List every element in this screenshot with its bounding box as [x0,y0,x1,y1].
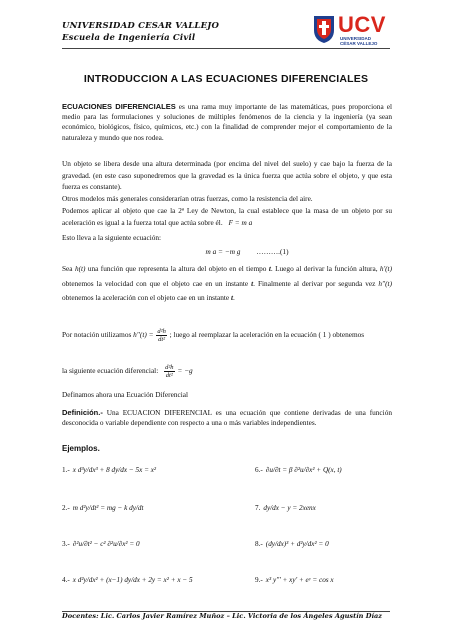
p5-a: Sea [62,264,73,273]
header-left [62,20,219,44]
example-2 [62,504,144,512]
footer-docentes: Docentes: Lic. Carlos Javier Ramírez Muñoz – Lic. Victoria de los Ángeles Agustín Díaz [62,612,382,620]
p5-f: obtenemos la aceleración con el objeto cae en un instante [62,293,230,302]
p5-h1: h'(t) [379,264,393,273]
intro-paragraph [62,102,392,143]
example-3 [62,540,140,548]
paragraph-3 [62,205,392,229]
equation-1-tag: ……….(1) [256,247,289,256]
equation-1 [62,247,412,257]
p6-a: Por notación utilizamos [62,330,132,340]
definition-paragraph [62,408,392,428]
p5-t3: t [230,293,234,302]
example-9-num: 9.- [255,576,263,584]
p5-h2: h''(t) [378,278,393,288]
logo-sub1: UNIVERSIDAD [340,36,372,41]
p5-d: obtenemos la velocidad con que el objeto cae en un instante [62,278,249,288]
shield-icon [312,14,336,44]
p7-a: la siguiente ecuación diferencial: [62,366,159,376]
example-8 [255,540,329,548]
paragraph-4: Esto lleva a la siguiente ecuación: [62,233,162,242]
p7-den: dt² [165,372,173,379]
paragraph-7 [62,364,392,379]
logo-subtitle [340,36,377,46]
p6-den: dt² [158,336,166,343]
p5-e: . Finalmente al derivar por segunda vez [253,278,376,288]
p6-fraction [156,328,166,343]
example-2-expr: m d²y/dt² = mg − k dy/dt [72,504,144,512]
p6-b: ; luego al reemplazar la aceleración en la ecuación ( 1 ) obtenemos [169,330,365,340]
example-7-expr: dy/dx − y = 2xenx [263,504,316,512]
header-divider [62,48,390,49]
examples-title: Ejemplos. [62,444,100,453]
p5-g: . [233,293,235,302]
p5-h: h(t) [74,264,86,273]
example-1 [62,466,156,474]
logo-ucv-text: UCV [338,12,386,37]
example-9 [255,576,334,584]
p5-b: una función que representa la altura del objeto en el tiempo [87,264,267,273]
example-3-num: 3.- [62,540,70,548]
p7-fraction [164,364,174,379]
example-6 [255,466,342,474]
example-7-num: 7. [255,504,261,512]
example-2-num: 2.- [62,504,70,512]
school-name: Escuela de Ingeniería Civil [62,33,196,43]
p6-num: d²h [157,328,166,335]
example-1-expr: x d³y/dx³ + 8 dy/dx − 5x = x² [72,466,157,474]
p5-c: . Luego al derivar la función altura, [270,264,378,273]
example-6-num: 6.- [255,466,263,474]
example-3-expr: ∂²u/∂t² − c² ∂²u/∂x² = 0 [72,540,140,548]
example-4 [62,576,193,584]
logo-sub2: CÉSAR VALLEJO [340,41,378,46]
p5-t2: t [251,278,254,288]
p6-lhs: h''(t) = [133,330,154,340]
p7-num: d²h [165,364,174,371]
paragraph-5 [62,262,392,306]
example-9-expr: x³ y''' + xy' + eʸ = cos x [265,576,334,584]
intro-lead: ECUACIONES DIFERENCIALES [62,102,176,111]
definition-lead: Definición.- [62,408,103,417]
example-4-expr: x d²y/dx² + (x−1) dy/dx + 2y = x² + x − 5 [72,576,193,584]
page-title: INTRODUCCION A LAS ECUACIONES DIFERENCIALES [83,73,369,85]
example-7 [255,504,316,512]
example-8-expr: (dy/dx)³ + d²y/dx² = 0 [265,540,329,548]
paragraph-8: Definamos ahora una Ecuación Diferencial [62,390,189,399]
paragraph-3-text: Podemos aplicar al objeto que cae la 2ª Ley de Newton, la cual establece que la masa de un objeto por su aceleración es igual a la fuerza total que actúa sobre él. [62,206,392,227]
newton-equation: F = m a [228,218,253,227]
definition-text: Una ECUACION DIFERENCIAL es una ecuación que contiene derivadas de una función desconocida o variable dependiente con respecto a una o más variables independientes. [62,408,392,428]
example-8-num: 8.- [255,540,263,548]
paragraph-1: Un objeto se libera desde una altura determinada (por encima del nivel del suelo) y cae bajo la fuerza de la gravedad. (en este caso suponedremos que la gravedad es la única fuerza que actúa sobre el objeto, y que esta fuerza es constante). [62,159,392,191]
university-name: UNIVERSIDAD CESAR VALLEJO [62,21,220,31]
p5-t: t [268,264,271,273]
example-1-num: 1.- [62,466,70,474]
ucv-logo [312,12,394,46]
paragraph-6 [62,328,392,343]
intro-text: es una rama muy importante de las matemáticas, pues proporciona el medio para las formulaciones y soluciones de múltiples fenómenos de la ciencia y la ingeniería (ya sean económico, biológicos, físico, químicos, etc.) con la finalidad de comprender mejor el comportamiento de la naturaleza y mundo que nos rodea. [62,102,392,142]
equation-1-expr: m a = −m g [205,247,241,256]
example-4-num: 4.- [62,576,70,584]
p7-rhs: = −g [177,366,193,376]
paragraph-2: Otros modelos más generales considerarían otras fuerzas, como la resistencia del aire. [62,194,313,203]
example-6-expr: ∂u/∂t = β ∂²u/∂x² + Q(x, t) [265,466,342,474]
